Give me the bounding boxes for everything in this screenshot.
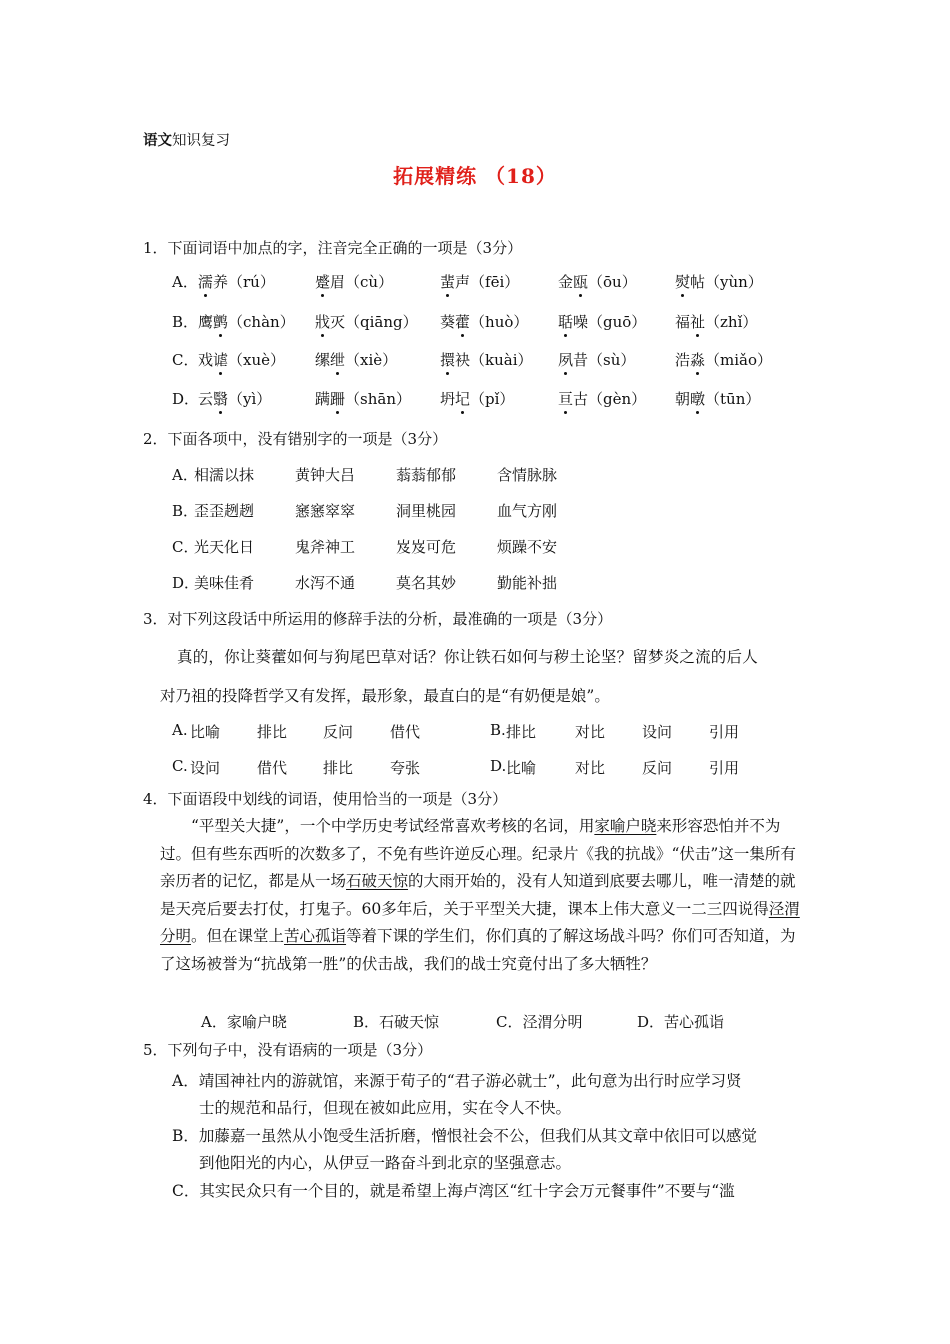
q1-dotted-char: 藿 — [455, 313, 471, 331]
q3-rhetoric-term: 引用 — [709, 759, 740, 777]
q2-option-label: D． — [172, 574, 200, 592]
q1-word-post: 灭（qiāng） — [330, 313, 418, 331]
q1-word-post: 养（rú） — [213, 273, 275, 291]
q1-dotted-char: 聒 — [558, 313, 574, 331]
q1-word-post: （shān） — [345, 390, 411, 408]
q3-rhetoric-term: 排比 — [323, 759, 354, 777]
q2-idiom: 光天化日 — [194, 538, 255, 556]
q1-word-post: （xiè） — [345, 351, 398, 369]
q1-word — [675, 388, 760, 409]
q2-idiom: 水泻不通 — [295, 574, 356, 592]
q3-option-label: B. — [490, 721, 506, 739]
q2-idiom: 歪歪趔趔 — [194, 502, 255, 520]
q2-option-label: A． — [172, 466, 198, 484]
q1-dotted-char: 擐 — [440, 351, 456, 369]
q1-option-label: A． — [172, 273, 198, 291]
q1-dotted-char: 绁 — [330, 351, 346, 369]
q1-word-post: 眉（cù） — [330, 273, 394, 291]
q1-dotted-char: 翳 — [213, 390, 229, 408]
q4-option-b: B．石破天惊 — [353, 1013, 440, 1031]
q4-option-c: C．泾渭分明 — [496, 1013, 583, 1031]
q3-rhetoric-term: 反问 — [323, 723, 354, 741]
q3-rhetoric-term: 借代 — [257, 759, 288, 777]
q1-word — [558, 388, 646, 409]
q1-dotted-char: 蜚 — [440, 273, 456, 291]
q3-rhetoric-term: 比喻 — [190, 723, 221, 741]
q3-rhetoric-term: 比喻 — [506, 759, 537, 777]
q2-idiom: 勤能补拙 — [497, 574, 558, 592]
q3-rhetoric-term: 借代 — [390, 723, 421, 741]
q4-underlined-2: 石破天惊 — [346, 872, 409, 890]
q2-idiom: 美味佳肴 — [194, 574, 255, 592]
q1-option-label: C． — [172, 351, 199, 369]
q2-idiom: 蓊蓊郁郁 — [396, 466, 457, 484]
q1-word-post: （ōu） — [588, 273, 637, 291]
q3-option-label: D. — [490, 757, 507, 775]
q1-word-post: （miǎo） — [705, 351, 773, 369]
q1-word — [198, 388, 271, 409]
q1-word-post: 袂（kuài） — [455, 351, 533, 369]
q1-word — [440, 311, 528, 332]
q3-rhetoric-term: 夸张 — [390, 759, 421, 777]
q4-option-a: A．家喻户晓 — [201, 1013, 287, 1031]
q3-rhetoric-term: 排比 — [257, 723, 288, 741]
q4-text-3: 的大雨开始的，没有人知道到底要去哪儿，唯一清楚的就是天亮后要去打仗，打鬼子。60多年后，关于平型关大捷，课本上伟大意义一二三四说得 — [160, 872, 796, 918]
q4-passage — [160, 813, 810, 978]
q5-option-b-line2: 到他阳光的内心，从伊豆一路奋斗到北京的坚强意志。 — [199, 1154, 572, 1172]
q3-rhetoric-term: 排比 — [506, 723, 537, 741]
q1-stem: 1．下面词语中加点的字，注音完全正确的一项是（3分） — [143, 239, 523, 257]
q1-word-post: 噪（guō） — [573, 313, 647, 331]
header-label: 知识复习 — [172, 133, 230, 149]
header — [143, 129, 230, 150]
q4-underlined-1: 家喻户晓 — [594, 817, 657, 835]
q3-passage-line1: 真的，你让葵藿如何与狗尾巴草对话？你让铁石如何与秽土论坚？留梦炎之流的后人 — [177, 648, 758, 666]
q1-word-pre: 蹒 — [315, 390, 331, 408]
q1-word-pre: 葵 — [440, 313, 456, 331]
q1-word-pre: 朝 — [675, 390, 691, 408]
q1-word-post: （xuè） — [228, 351, 286, 369]
q1-word — [440, 388, 514, 409]
q3-rhetoric-term: 引用 — [709, 723, 740, 741]
q1-word-post: （pǐ） — [470, 390, 515, 408]
q1-word — [558, 349, 635, 370]
q1-word-post: 昔（sù） — [573, 351, 636, 369]
q1-dotted-char: 圮 — [455, 390, 471, 408]
q2-idiom: 窸窸窣窣 — [295, 502, 356, 520]
q1-dotted-char: 瓯 — [573, 273, 589, 291]
q4-stem: 4．下面语段中划线的词语，使用恰当的一项是（3分） — [143, 790, 508, 808]
q1-word — [315, 271, 393, 292]
q1-dotted-char: 淼 — [690, 351, 706, 369]
q1-word-post: （chàn） — [228, 313, 295, 331]
q1-word-post: 帖（yùn） — [690, 273, 763, 291]
q1-word-pre: 戏 — [198, 351, 214, 369]
q1-word — [558, 311, 646, 332]
q1-word-pre: 金 — [558, 273, 574, 291]
q1-word-pre: 鹰 — [198, 313, 214, 331]
q1-word — [675, 311, 757, 332]
q2-idiom: 莫名其妙 — [396, 574, 457, 592]
q2-idiom: 相濡以抹 — [194, 466, 255, 484]
q2-idiom: 鬼斧神工 — [295, 538, 356, 556]
q3-option-label: C. — [172, 757, 188, 775]
q4-option-d: D．苦心孤诣 — [637, 1013, 725, 1031]
q1-dotted-char: 濡 — [198, 273, 214, 291]
q1-option-label: B． — [172, 313, 199, 331]
q1-word — [440, 271, 519, 292]
q1-word-pre: 坍 — [440, 390, 456, 408]
header-subject: 语文 — [143, 132, 172, 149]
q1-dotted-char: 夙 — [558, 351, 574, 369]
q1-dotted-char: 跚 — [330, 390, 346, 408]
q1-dotted-char: 戕 — [315, 313, 331, 331]
q1-word — [315, 311, 418, 332]
q4-text-1: “平型关大捷”，一个中学历史考试经常喜欢考核的名词，用 — [191, 817, 595, 835]
q4-underlined-4: 苦心孤诣 — [284, 927, 347, 945]
q1-word-pre: 浩 — [675, 351, 691, 369]
q1-dotted-char: 谑 — [213, 351, 229, 369]
q3-option-label: A. — [172, 721, 188, 739]
q2-idiom: 岌岌可危 — [396, 538, 457, 556]
q3-stem: 3．对下列这段话中所运用的修辞手法的分析，最准确的一项是（3分） — [143, 610, 613, 628]
q1-word-post: （huò） — [470, 313, 529, 331]
q4-text-2: 来形容恐怕并不为过。但有些东西听的次数多了，不免有些许逆反心理。纪录片《我的抗战》“伏击”这一集所有亲历者的记忆，都是从一场 — [160, 817, 796, 890]
q1-dotted-char: 熨 — [675, 273, 691, 291]
page-title: 拓展精练 （18） — [393, 164, 557, 188]
q1-word — [198, 271, 275, 292]
q1-word-post: （zhǐ） — [705, 313, 758, 331]
q1-dotted-char: 亘 — [558, 390, 574, 408]
q2-idiom: 血气方刚 — [497, 502, 558, 520]
q1-word — [198, 311, 295, 332]
q1-dotted-char: 祉 — [690, 313, 706, 331]
q1-word-pre: 福 — [675, 313, 691, 331]
q1-word — [440, 349, 533, 370]
q2-idiom: 含情脉脉 — [497, 466, 558, 484]
q3-rhetoric-term: 对比 — [575, 723, 606, 741]
q1-word — [558, 271, 637, 292]
q5-option-a-line2: 士的规范和品行，但现在被如此应用，实在令人不快。 — [199, 1099, 572, 1117]
q2-option-label: C． — [172, 538, 199, 556]
q4-underlined-3: 泾渭分明 — [160, 899, 800, 945]
q1-word-post: （tūn） — [705, 390, 761, 408]
q1-word-post: （yì） — [228, 390, 272, 408]
q1-word — [198, 349, 285, 370]
q2-idiom: 黄钟大吕 — [295, 466, 356, 484]
q3-rhetoric-term: 设问 — [190, 759, 221, 777]
q5-stem: 5．下列句子中，没有语病的一项是（3分） — [143, 1041, 433, 1059]
q4-text-5: 等着下课的学生们，你们真的了解这场战斗吗？你们可否知道，为了这场被誉为“抗战第一胜”的伏击战，我们的战士究竟付出了多大牺牲？ — [160, 927, 796, 973]
q1-dotted-char: 蹙 — [315, 273, 331, 291]
q5-option-c-line1: C．其实民众只有一个目的，就是希望上海卢湾区“红十字会万元餐事件”不要与“滥 — [172, 1182, 735, 1200]
q1-word-pre: 云 — [198, 390, 214, 408]
q1-word-post: 古（gèn） — [573, 390, 647, 408]
q2-stem: 2．下面各项中，没有错别字的一项是（3分） — [143, 430, 448, 448]
q1-word — [315, 388, 411, 409]
q5-option-a-line1: A．靖国神社内的游就馆，来源于荀子的“君子游必就士”，此句意为出行时应学习贤 — [172, 1072, 742, 1090]
q2-option-label: B． — [172, 502, 199, 520]
q1-dotted-char: 鹯 — [213, 313, 229, 331]
q2-idiom: 洞里桃园 — [396, 502, 457, 520]
q3-rhetoric-term: 设问 — [642, 723, 673, 741]
q3-passage-line2: 对乃祖的投降哲学又有发挥，最形象，最直白的是“有奶便是娘”。 — [160, 687, 610, 705]
q1-word — [675, 349, 772, 370]
q2-idiom: 烦躁不安 — [497, 538, 558, 556]
q5-option-b-line1: B．加藤嘉一虽然从小饱受生活折磨，憎恨社会不公，但我们从其文章中依旧可以感觉 — [172, 1127, 757, 1145]
q1-word — [675, 271, 763, 292]
q3-rhetoric-term: 反问 — [642, 759, 673, 777]
q1-word-pre: 缧 — [315, 351, 331, 369]
q1-word-post: 声（fēi） — [455, 273, 520, 291]
q1-option-label: D． — [172, 390, 200, 408]
q1-word — [315, 349, 397, 370]
q1-dotted-char: 暾 — [690, 390, 706, 408]
q4-text-4: 。但在课堂上 — [191, 927, 285, 945]
q3-rhetoric-term: 对比 — [575, 759, 606, 777]
